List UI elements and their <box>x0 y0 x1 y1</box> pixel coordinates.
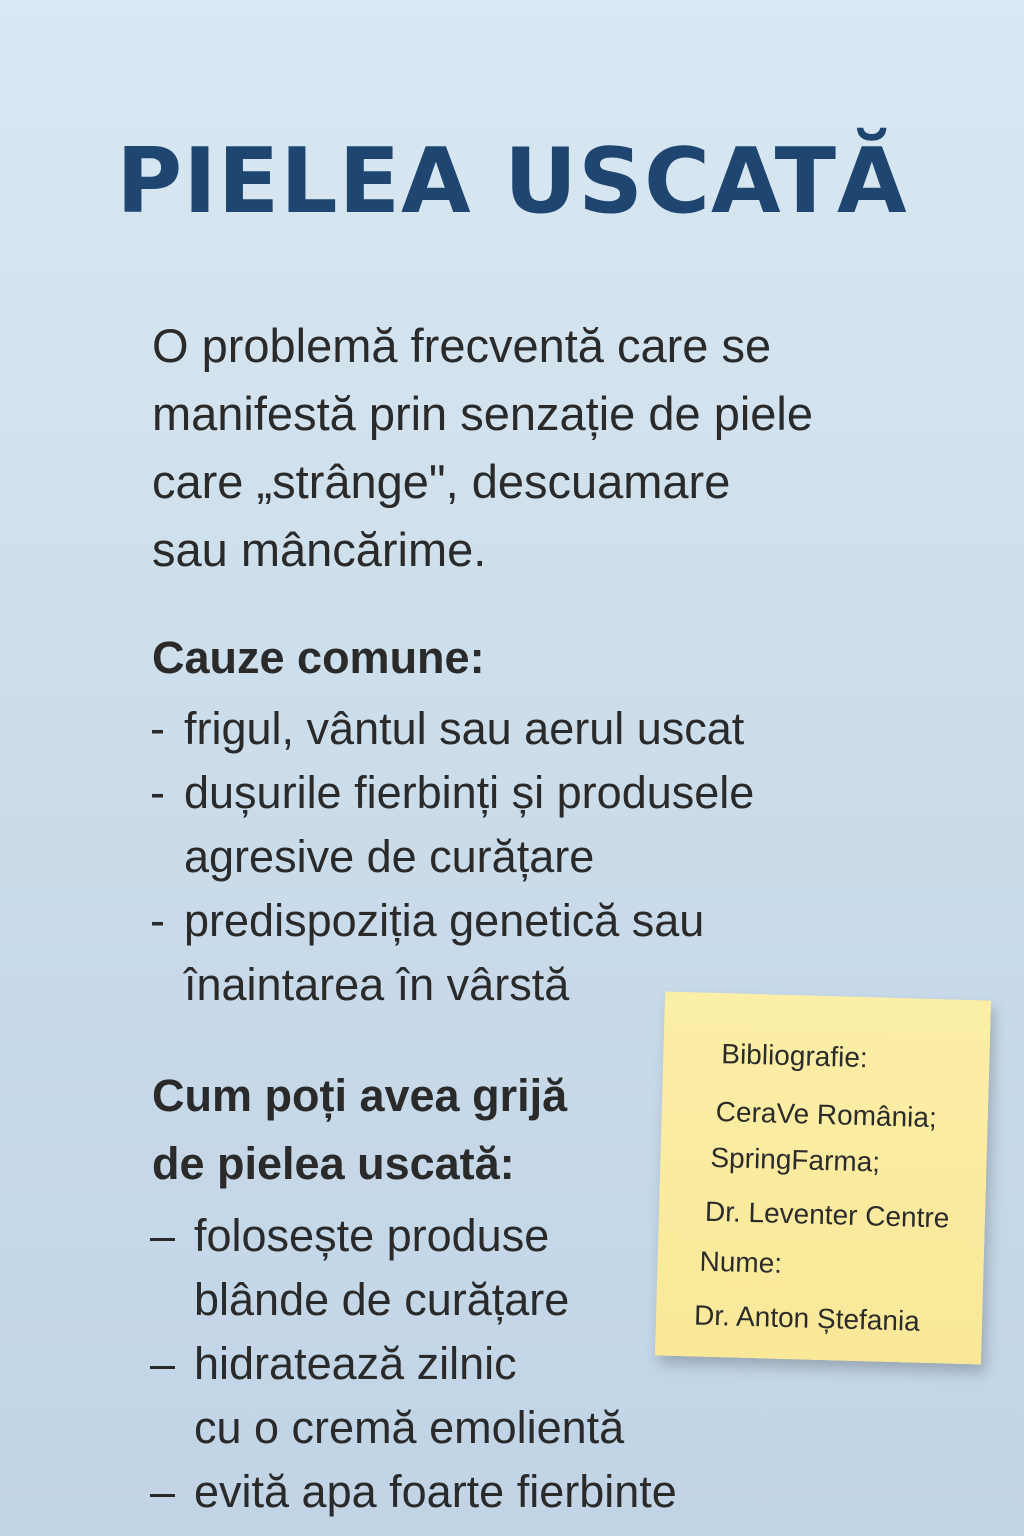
dash-bullet: – <box>150 1338 176 1389</box>
list-item-line: dușurile fierbinți și produsele <box>184 767 755 818</box>
care-list <box>150 1204 677 1524</box>
intro-line: sau mâncărime. <box>152 523 487 576</box>
list-item <box>150 889 754 1017</box>
dash-bullet: - <box>150 767 165 818</box>
list-item-line: frigul, vântul sau aerul uscat <box>184 703 745 754</box>
list-item <box>150 761 754 889</box>
sticky-note <box>655 992 991 1365</box>
author-name: Dr. Anton Ștefania <box>693 1299 921 1337</box>
list-item-line: agresive de curățare <box>184 831 595 882</box>
dash-bullet: – <box>150 1466 176 1517</box>
list-item-line: folosește produse <box>194 1210 550 1261</box>
causes-heading <box>152 624 485 692</box>
causes-list <box>150 697 754 1017</box>
source-item: CeraVe România; <box>715 1095 938 1134</box>
list-item-line: cu o cremă emolientă <box>194 1402 625 1453</box>
list-item-line: evită apa foarte fierbinte <box>194 1466 677 1517</box>
list-item-line: înaintarea în vârstă <box>184 959 570 1010</box>
page-title: PIELEA USCATĂ <box>116 129 908 234</box>
dash-bullet: - <box>150 703 165 754</box>
care-heading-line: de pielea uscată: <box>152 1138 515 1189</box>
bibliography-label: Bibliografie: <box>721 1038 869 1074</box>
source-item: Dr. Leventer Centre <box>704 1195 950 1234</box>
dash-bullet: – <box>150 1210 176 1261</box>
list-item-line: predispoziția genetică sau <box>184 895 705 946</box>
list-item <box>150 1204 677 1332</box>
list-item <box>150 1460 677 1524</box>
source-item: SpringFarma; <box>710 1141 881 1178</box>
intro-paragraph <box>152 312 932 584</box>
causes-heading-text: Cauze comune: <box>152 632 485 683</box>
list-item-line: blânde de curățare <box>194 1274 570 1325</box>
intro-line: manifestă prin senzație de piele <box>152 387 814 440</box>
dash-bullet: - <box>150 895 165 946</box>
care-heading-line: Cum poți avea grijă <box>152 1070 568 1121</box>
list-item-line: hidratează zilnic <box>194 1338 517 1389</box>
name-label: Nume: <box>699 1245 783 1279</box>
intro-line: O problemă frecventă care se <box>152 319 772 372</box>
list-item <box>150 697 754 761</box>
intro-line: care „strânge", descuamare <box>152 455 731 508</box>
list-item <box>150 1332 677 1460</box>
care-heading <box>152 1062 567 1198</box>
